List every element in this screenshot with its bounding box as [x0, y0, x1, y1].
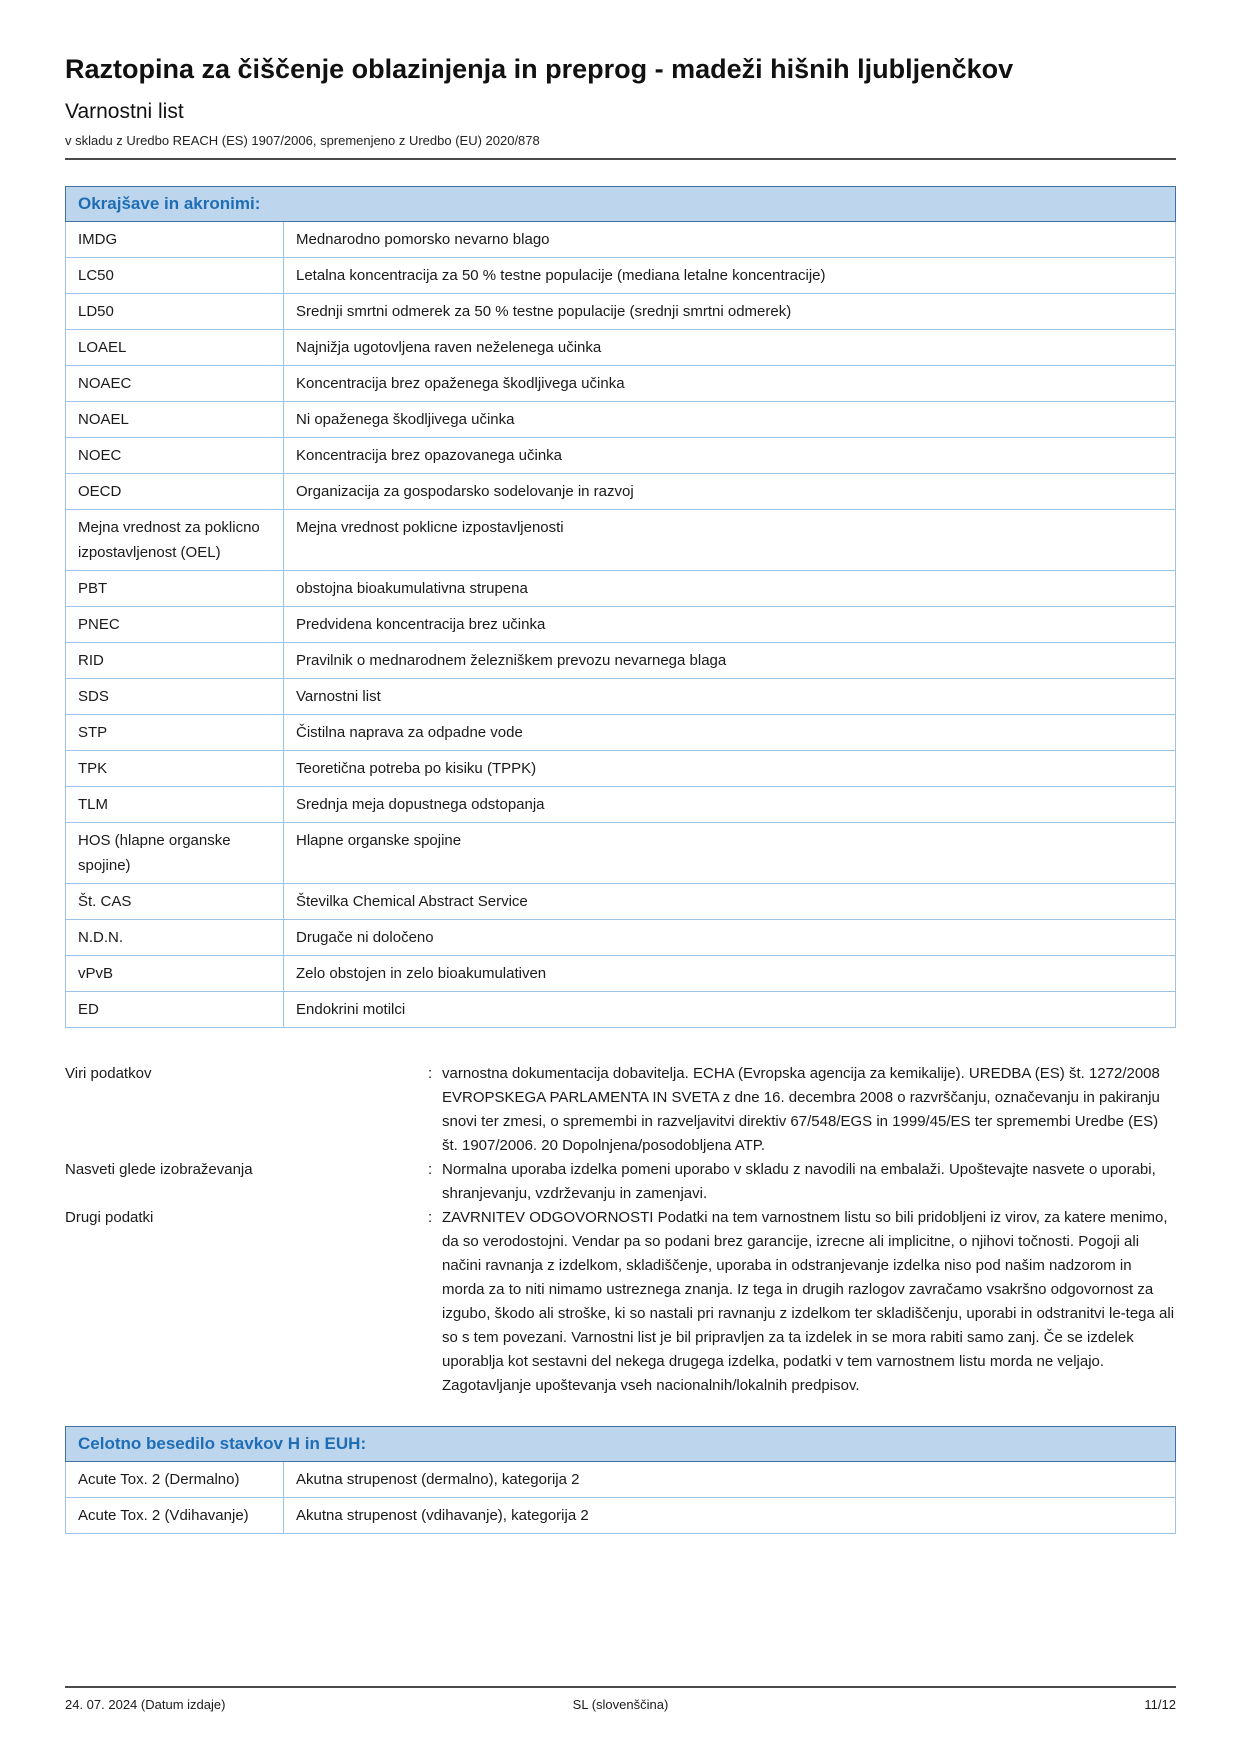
abbreviation-cell: HOS (hlapne organske spojine)	[66, 823, 284, 884]
table-row	[66, 715, 1176, 751]
regulation-note: v skladu z Uredbo REACH (ES) 1907/2006, spremenjeno z Uredbo (EU) 2020/878	[65, 133, 540, 148]
abbreviation-cell: NOAEC	[66, 366, 284, 402]
meaning-cell: Koncentracija brez opazovanega učinka	[284, 438, 1176, 474]
abbreviation-cell: NOEC	[66, 438, 284, 474]
h-statements-section	[65, 1426, 1176, 1534]
info-value: ZAVRNITEV ODGOVORNOSTI Podatki na tem varnostnem listu so bili pridobljeni iz virov, za katere menimo, da so verodostojni. Vendar pa so podani brez garancije, izrecne ali implicitne, o njihovi točnosti. Pogoji ali načini ravnanja z izdelkom, skladiščenje, uporaba in odstranjevanje izdelka niso pod našim nadzorom in morda za to niti nimamo ustreznega znanja. Iz tega in drugih razlogov zavračamo vsakršno odgovornost za izgubo, škodo ali stroške, ki so nastali pri ravnanju z izdelkom ter skladiščenju, uporabi in odstranitvi le-tega ali so s tem povezani. Varnostni list je bil pripravljen za ta izdelek in se mora rabiti samo zanj. Če se izdelek uporablja kot sestavni del nekega drugega izdelka, podatki v tem varnostnem listu morda ne veljajo. Zagotavljanje upoštevanja vseh nacionalnih/lokalnih predpisov.	[442, 1209, 1175, 1394]
page-footer	[65, 1666, 1176, 1712]
table-row	[66, 787, 1176, 823]
meaning-cell: Varnostni list	[284, 679, 1176, 715]
table-row	[66, 1462, 1176, 1498]
abbreviation-cell: SDS	[66, 679, 284, 715]
table-row	[66, 474, 1176, 510]
h-text-cell: Akutna strupenost (vdihavanje), kategorija 2	[284, 1498, 1176, 1534]
table-row	[66, 571, 1176, 607]
info-label: Nasveti glede izobraževanja	[65, 1161, 253, 1178]
info-value: varnostna dokumentacija dobavitelja. ECHA (Evropska agencija za kemikalije). UREDBA (ES) št. 1272/2008 EVROPSKEGA PARLAMENTA IN SVETA z dne 16. decembra 2008 o razvrščanju, označevanju in pakiranju snovi ter zmesi, o spremembi in razveljavitvi direktiv 67/548/EGS in 1999/45/ES ter spremembi Uredbe (ES) št. 1907/2006. 20 Dopolnjena/posodobljena ATP.	[442, 1065, 1160, 1154]
abbreviation-cell: N.D.N.	[66, 920, 284, 956]
table-row	[66, 643, 1176, 679]
h-code-cell: Acute Tox. 2 (Dermalno)	[66, 1462, 284, 1498]
table-row	[66, 992, 1176, 1028]
h-statements-table	[65, 1426, 1176, 1534]
abbreviation-cell: OECD	[66, 474, 284, 510]
table-row	[66, 679, 1176, 715]
header-divider	[65, 158, 1176, 160]
abbreviation-cell: ED	[66, 992, 284, 1028]
meaning-cell: Drugače ni določeno	[284, 920, 1176, 956]
meaning-cell: obstojna bioakumulativna strupena	[284, 571, 1176, 607]
table-row	[66, 751, 1176, 787]
abbreviation-cell: vPvB	[66, 956, 284, 992]
page-subtitle: Varnostni list	[65, 100, 184, 123]
table-row	[66, 366, 1176, 402]
table-row	[66, 510, 1176, 571]
abbreviation-cell: LC50	[66, 258, 284, 294]
abbreviations-table-body	[66, 222, 1176, 1028]
h-code-cell: Acute Tox. 2 (Vdihavanje)	[66, 1498, 284, 1534]
meaning-cell: Teoretična potreba po kisiku (TPPK)	[284, 751, 1176, 787]
table-row	[66, 920, 1176, 956]
info-label: Drugi podatki	[65, 1209, 154, 1226]
abbreviations-table-header: Okrajšave in akronimi:	[66, 187, 1176, 222]
info-entry	[65, 1158, 1176, 1206]
meaning-cell: Ni opaženega škodljivega učinka	[284, 402, 1176, 438]
footer-page-number: 11/12	[1144, 1697, 1176, 1712]
meaning-cell: Endokrini motilci	[284, 992, 1176, 1028]
meaning-cell: Mejna vrednost poklicne izpostavljenosti	[284, 510, 1176, 571]
abbreviation-cell: Št. CAS	[66, 884, 284, 920]
colon-separator: :	[428, 1065, 433, 1082]
colon-separator: :	[428, 1209, 433, 1226]
meaning-cell: Hlapne organske spojine	[284, 823, 1176, 884]
abbreviation-cell: PNEC	[66, 607, 284, 643]
abbreviation-cell: LOAEL	[66, 330, 284, 366]
info-entry	[65, 1206, 1176, 1398]
table-row	[66, 222, 1176, 258]
info-value: Normalna uporaba izdelka pomeni uporabo v skladu z navodili na embalaži. Upoštevajte nasvete o uporabi, shranjevanju, vzdrževanju in zamenjavi.	[442, 1161, 1156, 1202]
table-row	[66, 1498, 1176, 1534]
info-entry	[65, 1062, 1176, 1158]
table-row	[66, 884, 1176, 920]
abbreviations-table	[65, 186, 1176, 1028]
table-row	[66, 823, 1176, 884]
abbreviation-cell: NOAEL	[66, 402, 284, 438]
abbreviation-cell: LD50	[66, 294, 284, 330]
abbreviation-cell: RID	[66, 643, 284, 679]
page-title: Raztopina za čiščenje oblazinjenja in preprog - madeži hišnih ljubljenčkov	[65, 54, 1014, 84]
table-row	[66, 607, 1176, 643]
table-header-row	[66, 187, 1176, 222]
footer-row	[65, 1688, 1176, 1712]
info-section	[65, 1062, 1176, 1398]
footer-language: SL (slovenščina)	[572, 1697, 669, 1712]
h-statements-table-header: Celotno besedilo stavkov H in EUH:	[66, 1427, 1176, 1462]
meaning-cell: Najnižja ugotovljena raven neželenega učinka	[284, 330, 1176, 366]
table-row	[66, 258, 1176, 294]
meaning-cell: Pravilnik o mednarodnem železniškem prevozu nevarnega blaga	[284, 643, 1176, 679]
table-header-row	[66, 1427, 1176, 1462]
table-row	[66, 294, 1176, 330]
h-text-cell: Akutna strupenost (dermalno), kategorija 2	[284, 1462, 1176, 1498]
meaning-cell: Srednja meja dopustnega odstopanja	[284, 787, 1176, 823]
abbreviation-cell: STP	[66, 715, 284, 751]
abbreviation-cell: PBT	[66, 571, 284, 607]
footer-issue-date: 24. 07. 2024 (Datum izdaje)	[65, 1697, 226, 1712]
meaning-cell: Čistilna naprava za odpadne vode	[284, 715, 1176, 751]
h-statements-table-body	[66, 1462, 1176, 1534]
info-label: Viri podatkov	[65, 1065, 152, 1082]
colon-separator: :	[428, 1161, 433, 1178]
meaning-cell: Letalna koncentracija za 50 % testne populacije (mediana letalne koncentracije)	[284, 258, 1176, 294]
info-entries	[65, 1062, 1176, 1398]
table-row	[66, 330, 1176, 366]
abbreviation-cell: IMDG	[66, 222, 284, 258]
abbreviation-cell: TLM	[66, 787, 284, 823]
meaning-cell: Mednarodno pomorsko nevarno blago	[284, 222, 1176, 258]
abbreviation-cell: TPK	[66, 751, 284, 787]
meaning-cell: Srednji smrtni odmerek za 50 % testne populacije (srednji smrtni odmerek)	[284, 294, 1176, 330]
table-row	[66, 956, 1176, 992]
table-row	[66, 438, 1176, 474]
meaning-cell: Zelo obstojen in zelo bioakumulativen	[284, 956, 1176, 992]
meaning-cell: Koncentracija brez opaženega škodljivega učinka	[284, 366, 1176, 402]
abbreviation-cell: Mejna vrednost za poklicno izpostavljenost (OEL)	[66, 510, 284, 571]
meaning-cell: Predvidena koncentracija brez učinka	[284, 607, 1176, 643]
meaning-cell: Številka Chemical Abstract Service	[284, 884, 1176, 920]
meaning-cell: Organizacija za gospodarsko sodelovanje in razvoj	[284, 474, 1176, 510]
table-row	[66, 402, 1176, 438]
